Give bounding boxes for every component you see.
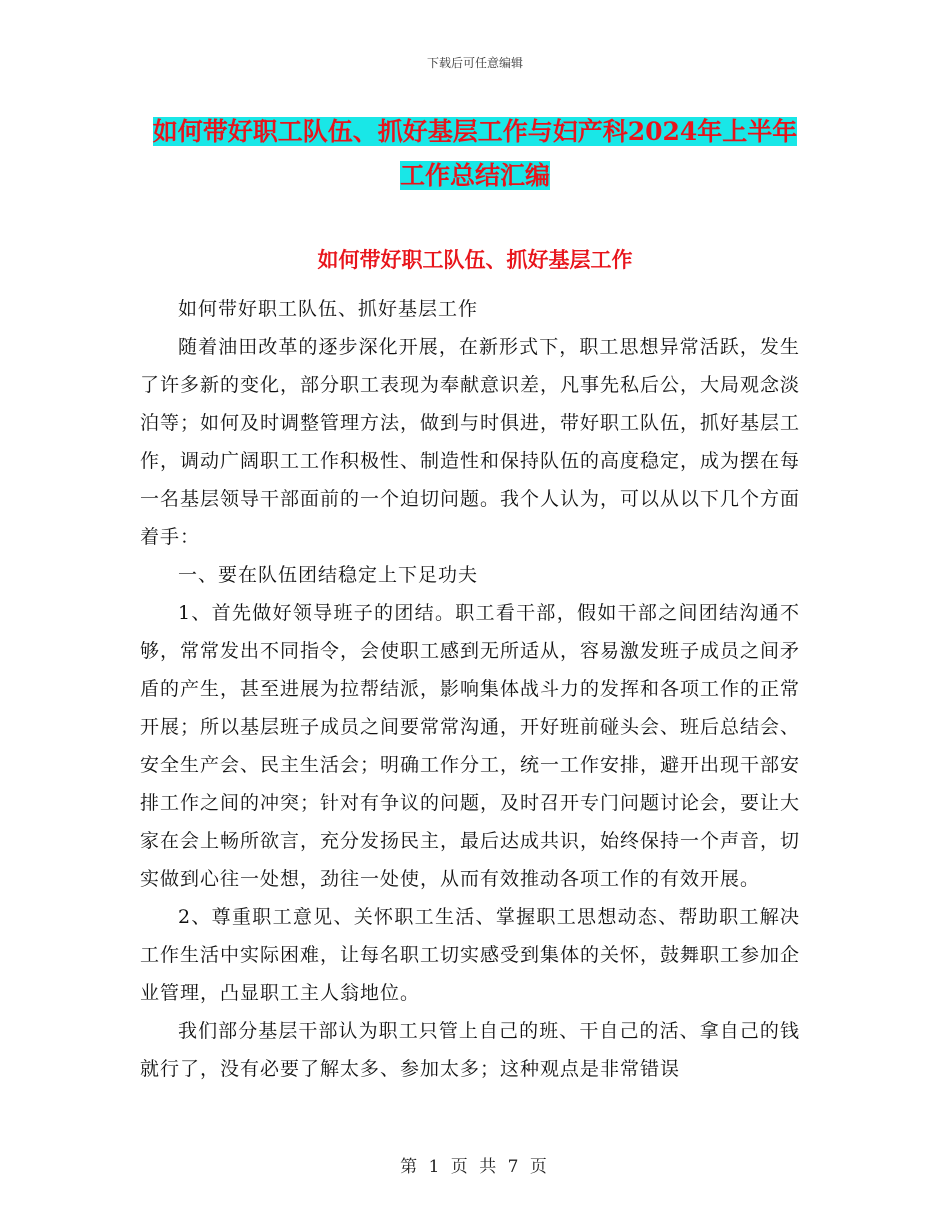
paragraph-subtitle: 如何带好职工队伍、抓好基层工作 bbox=[178, 298, 479, 320]
document-title-text: 如何带好职工队伍、抓好基层工作与妇产科2024年上半年工作总结汇编 bbox=[152, 117, 798, 190]
paragraph-heading-one: 一、要在队伍团结稳定上下足功夫 bbox=[178, 564, 479, 586]
paragraph-point-2: 2、尊重职工意见、关怀职工生活、掌握职工思想动态、帮助职工解决工作生活中实际困难，让每名职工切实感受到集体的关怀，鼓舞职工参加企业管理，凸显职工主人翁地位。 bbox=[140, 906, 801, 1004]
section-title: 如何带好职工队伍、抓好基层工作 bbox=[317, 247, 633, 272]
paragraph-intro: 随着油田改革的逐步深化开展，在新形式下，职工思想异常活跃，发生了许多新的变化，部分职工表现为奉献意识差，凡事先私后公，大局观念淡泊等；如何及时调整管理方法，做到与时俱进，带好职工队伍，抓好基层工作，调动广阔职工工作积极性、制造性和保持队伍的高度稳定，成为摆在每一名基层领导干部面前的一个迫切问题。我个人认为，可以从以下几个方面着手： bbox=[140, 336, 801, 548]
document-title bbox=[150, 110, 800, 198]
document-body bbox=[140, 290, 800, 1088]
header-note: 下载后可任意编辑 bbox=[426, 56, 523, 70]
paragraph-continuation: 我们部分基层干部认为职工只管上自己的班、干自己的活、拿自己的钱就行了，没有必要了解太多、参加太多；这种观点是非常错误 bbox=[140, 1020, 800, 1080]
paragraph-point-1: 1、首先做好领导班子的团结。职工看干部，假如干部之间团结沟通不够，常常发出不同指令，会使职工感到无所适从，容易激发班子成员之间矛盾的产生，甚至进展为拉帮结派，影响集体战斗力的发挥和各项工作的正常开展；所以基层班子成员之间要常常沟通，开好班前碰头会、班后总结会、安全生产会、民主生活会；明确工作分工，统一工作安排，避开出现干部安排工作之间的冲突；针对有争议的问题，及时召开专门问题讨论会，要让大家在会上畅所欲言，充分发扬民主，最后达成共识，始终保持一个声音，切实做到心往一处想，劲往一处使，从而有效推动各项工作的有效开展。 bbox=[140, 602, 801, 890]
page-number: 第 1 页 共 7 页 bbox=[400, 1157, 550, 1177]
